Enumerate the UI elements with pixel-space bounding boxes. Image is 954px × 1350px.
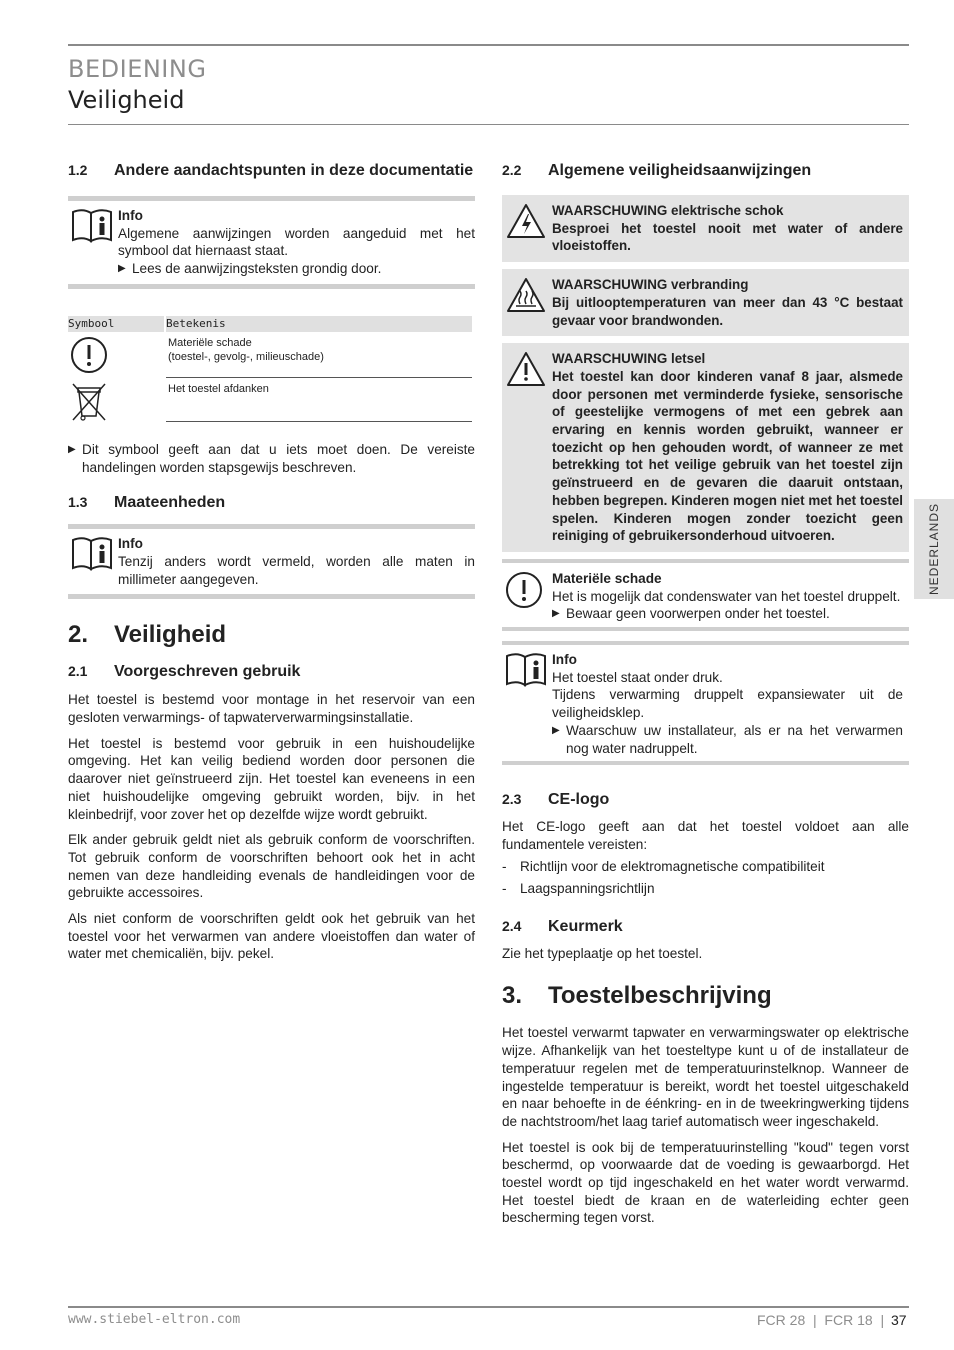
table-header-meaning: Betekenis bbox=[166, 316, 472, 332]
info-book-icon bbox=[505, 653, 547, 692]
paragraph: Het toestel is bestemd voor gebruik in een huishoudelijke omgeving. Het kan veilig bediend worden door personen die daarover niet geïnstrueerd zijn. Het toestel kan eveneens in een niet huishoudelijke omgeving gebruikt worden, bijv. in het kleinbedrijf, voor zover het op dezelfde wijze wordt gebruikt. bbox=[68, 735, 475, 822]
top-rule bbox=[68, 44, 909, 46]
material-damage-box: Materiële schade Het is mogelijk dat condenswater van het toestel druppelt. ▶ Bewaar geen voorwerpen onder het toestel. bbox=[502, 563, 909, 627]
chapter-label: BEDIENING bbox=[68, 55, 207, 83]
warning-burn: WAARSCHUWING verbranding Bij uitlooptemperaturen van meer dan 43 °C bestaat gevaar voor brandwonden. bbox=[502, 269, 909, 336]
warning-circle-icon bbox=[70, 336, 108, 378]
electric-shock-icon bbox=[506, 203, 546, 244]
section-2-1-heading: 2.1 Voorgeschreven gebruik bbox=[68, 663, 301, 681]
language-tab: NEDERLANDS bbox=[914, 499, 954, 599]
table-header-symbol: Symbool bbox=[68, 316, 164, 332]
section-2-3-heading: 2.3 CE-logo bbox=[502, 791, 610, 809]
paragraph: Het toestel verwarmt tapwater en verwarmingswater op elektrische wijze. Afhankelijk van het toesteltype kunt u of de installateur de temperatuur regelen met de temperatuurinstelknop. Wanneer de ingestelde temperatuur is bereikt, wordt het toestel uitgeschakeld en naar behoefte in de éénkring- en in de tweekringwerking tijdens de nachtstroom/het laag tarief automatisch weer ingeschakeld. bbox=[502, 1025, 909, 1129]
info-box-3: Info Het toestel staat onder druk. Tijdens verwarming druppelt expansiewater uit de veiligheidsklep. ▶ Waarschuw uw installateur, als er na het verwarmen nog water nadruppelt. bbox=[502, 645, 909, 761]
info-1-text: Algemene aanwijzingen worden aangeduid met het symbool dat hiernaast staat. bbox=[118, 225, 475, 259]
paragraph: Het CE-logo geeft aan dat het toestel voldoet aan alle fundamentele vereisten: bbox=[502, 819, 909, 852]
right-column bbox=[502, 162, 909, 1227]
page-title: Veiligheid bbox=[68, 86, 185, 114]
list-item: - Laagspanningsrichtlijn bbox=[502, 880, 655, 896]
page-number: 37 bbox=[891, 1312, 907, 1328]
section-2-4-heading: 2.4 Keurmerk bbox=[502, 917, 623, 935]
material-damage-action: ▶ Bewaar geen voorwerpen onder het toestel. bbox=[552, 606, 830, 622]
action-note: ▶ Dit symbool geeft aan dat u iets moet doen. De vereiste handelingen worden stapsgewijs beschreven. bbox=[68, 441, 475, 475]
header-rule bbox=[68, 124, 909, 125]
paragraph: Zie het typeplaatje op het toestel. bbox=[502, 945, 703, 961]
info-box-2: Info Tenzij anders wordt vermeld, worden alle maten in millimeter aangegeven. bbox=[68, 529, 475, 594]
info-2-text: Tenzij anders wordt vermeld, worden alle maten in millimeter aangegeven. bbox=[118, 553, 475, 587]
info-box-1: Info Algemene aanwijzingen worden aangeduid met het symbool dat hiernaast staat. ▶ Lees de aanwijzingsteksten grondig door. bbox=[68, 201, 475, 284]
info-3-action: ▶ Waarschuw uw installateur, als er na het verwarmen nog water nadruppelt. bbox=[552, 722, 903, 756]
paragraph: Elk ander gebruik geldt niet als gebruik conform de voorschriften. Tot gebruik conform de voorschriften behoort ook het in acht nemen van deze handleiding evenals de handleidingen voor de gebruikte accessoires. bbox=[68, 832, 475, 901]
chapter-3-heading: 3. Toestelbeschrijving bbox=[502, 982, 772, 1010]
disposal-bin-icon bbox=[70, 380, 108, 426]
footer-url: www.stiebel-eltron.com bbox=[68, 1312, 241, 1327]
section-2-2-heading: 2.2 Algemene veiligheidsaanwijzingen bbox=[502, 162, 812, 179]
row2-meaning: Het toestel afdanken bbox=[168, 382, 269, 395]
warning-injury: WAARSCHUWING letsel Het toestel kan door kinderen vanaf 8 jaar, alsmede door personen met verminderde fysieke, sensorische of geestelijke vermogens of met een gebrek aan ervaring en kennis worden gebruikt, wanneer er toezicht op hen gehouden wordt, of wanneer ze met betrekking tot het veilige gebruik van het toestel zijn geïnstrueerd en de gevaren die daaruit ontstaan, hebben begrepen. Kinderen mogen niet met het toestel spelen. Kinderen mogen zonder toezicht geen reiniging of gebruikersonderhoud uitvoeren. bbox=[502, 343, 909, 552]
footer-rule bbox=[68, 1306, 909, 1308]
paragraph: Het toestel is bestemd voor montage in het reservoir van een gesloten verwarmings- of tapwaterverwarmingsinstallatie. bbox=[68, 692, 475, 726]
list-item: - Richtlijn voor de elektromagnetische compatibiliteit bbox=[502, 858, 825, 874]
paragraph: Het toestel is ook bij de temperatuurinstelling "koud" tegen vorst beschermd, op voorwaarde dat de voeding is gewaarborgd. Het toestel wordt op tijd ingeschakeld en het water wordt verwarmd. Het toestel biedt de kraan en de waterleiding echter geen bescherming tegen vorst. bbox=[502, 1139, 909, 1226]
row1-meaning: Materiële schade (toestel-, gevolg-, milieuschade) bbox=[168, 336, 324, 363]
footer-models: FCR 28 | FCR 18 | bbox=[757, 1312, 885, 1328]
warning-circle-icon bbox=[505, 571, 543, 614]
section-1-3-heading: 1.3 Maateenheden bbox=[68, 494, 226, 512]
warning-electric-shock: WAARSCHUWING elektrische schok Besproei het toestel nooit met water of andere vloeistoffen. bbox=[502, 195, 909, 262]
symbol-table bbox=[68, 316, 475, 424]
section-1-2-heading: 1.2 Andere aandachtspunten in deze documentatie bbox=[68, 162, 474, 179]
info-1-action: ▶ Lees de aanwijzingsteksten grondig door. bbox=[118, 261, 382, 277]
hot-surface-icon bbox=[506, 277, 546, 318]
left-column bbox=[68, 162, 475, 963]
info-book-icon bbox=[71, 209, 113, 248]
paragraph: Als niet conform de voorschriften geldt ook het gebruik van het toestel voor het verwarmen van andere vloeistoffen dan water of water met chemicaliën, bijv. pekel. bbox=[68, 911, 475, 962]
info-book-icon bbox=[71, 537, 113, 576]
chapter-2-heading: 2. Veiligheid bbox=[68, 621, 227, 649]
warning-triangle-icon bbox=[506, 351, 546, 392]
